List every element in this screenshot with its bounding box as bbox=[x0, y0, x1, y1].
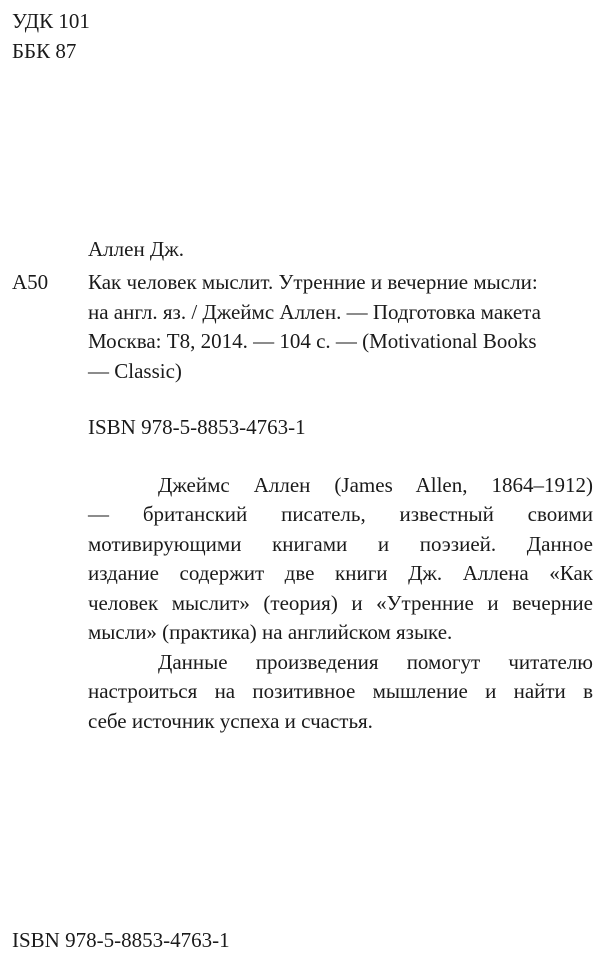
bib-line-3: Москва: Т8, 2014. — 104 с. — (Motivational Books bbox=[88, 329, 537, 353]
author-mark: А50 bbox=[12, 270, 49, 294]
entry-isbn: ISBN 978-5-8853-4763-1 bbox=[88, 415, 306, 439]
annotation-line-1: Джеймс Аллен (James Allen, 1864–1912) bbox=[158, 473, 593, 497]
annotation-line-3: мотивирующими книгами и поэзией. Данное bbox=[88, 532, 593, 556]
annotation-line-2: — британский писатель, известный своими bbox=[88, 502, 593, 526]
bib-line-1: Как человек мыслит. Утренние и вечерние мысли: bbox=[88, 270, 538, 294]
annotation-line-6: мысли» (практика) на английском языке. bbox=[88, 620, 453, 644]
annotation2-line-2: настроиться на позитивное мышление и найти в bbox=[88, 679, 593, 703]
bib-line-2: на англ. яз. / Джеймс Аллен. — Подготовка макета bbox=[88, 300, 541, 324]
annotation2-line-1: Данные произведения помогут читателю bbox=[158, 650, 593, 674]
author-heading: Аллен Дж. bbox=[88, 237, 185, 261]
udk-code: УДК 101 bbox=[12, 9, 90, 33]
bbk-code: ББК 87 bbox=[12, 39, 77, 63]
annotation-line-4: издание содержит две книги Дж. Аллена «Как bbox=[88, 561, 593, 585]
annotation-line-5: человек мыслит» (теория) и «Утренние и вечерние bbox=[88, 591, 593, 615]
footer-isbn: ISBN 978-5-8853-4763-1 bbox=[12, 928, 230, 952]
annotation2-line-3: себе источник успеха и счастья. bbox=[88, 709, 373, 733]
bib-line-4: — Classic) bbox=[88, 359, 182, 383]
